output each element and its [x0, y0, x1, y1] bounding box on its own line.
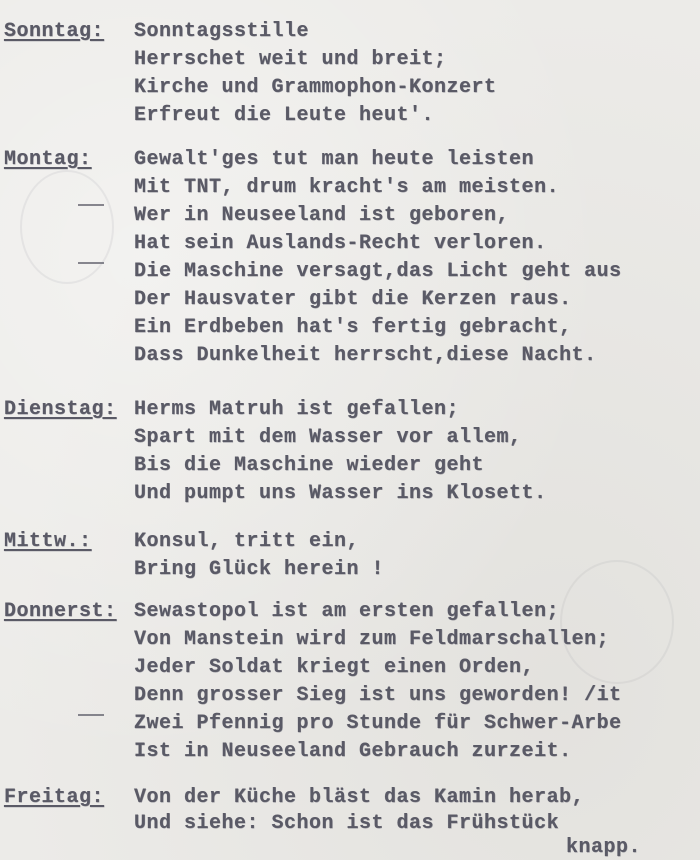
verse-line: Wer in Neuseeland ist geboren, [134, 204, 510, 227]
day-label-freitag: Freitag: [4, 786, 105, 809]
verse-line: Spart mit dem Wasser vor allem, [134, 426, 522, 449]
verse-line: Erfreut die Leute heut'. [134, 104, 435, 127]
verse-line: Dass Dunkelheit herrscht,diese Nacht. [134, 344, 597, 367]
day-label-mittwoch: Mittw.: [4, 530, 92, 553]
verse-line: Gewalt'ges tut man heute leisten [134, 148, 535, 171]
margin-dash [78, 262, 104, 264]
verse-line: Von Manstein wird zum Feldmarschallen; [134, 628, 610, 651]
verse-line: Und pumpt uns Wasser ins Klosett. [134, 482, 547, 505]
verse-line: Kirche und Grammophon-Konzert [134, 76, 497, 99]
verse-line: Sewastopol ist am ersten gefallen; [134, 600, 560, 623]
verse-line: Denn grosser Sieg ist uns geworden! /it [134, 684, 622, 707]
margin-dash [78, 204, 104, 206]
verse-line: Jeder Soldat kriegt einen Orden, [134, 656, 535, 679]
verse-line: Konsul, tritt ein, [134, 530, 360, 553]
verse-line: Von der Küche bläst das Kamin herab, [134, 786, 585, 809]
verse-line: knapp. [566, 836, 642, 859]
day-label-montag: Montag: [4, 148, 92, 171]
verse-line: Zwei Pfennig pro Stunde für Schwer-Arbe [134, 712, 622, 735]
verse-line: Ist in Neuseeland Gebrauch zurzeit. [134, 740, 572, 763]
verse-line: Herms Matruh ist gefallen; [134, 398, 460, 421]
verse-line: Hat sein Auslands-Recht verloren. [134, 232, 547, 255]
paper-stain [560, 560, 674, 684]
verse-line: Ein Erdbeben hat's fertig gebracht, [134, 316, 572, 339]
paper-stain [20, 170, 114, 284]
day-label-sonntag: Sonntag: [4, 20, 105, 43]
verse-line: Bring Glück herein ! [134, 558, 385, 581]
verse-line: Sonntagsstille [134, 20, 310, 43]
day-label-donnerstag: Donnerst: [4, 600, 117, 623]
day-label-dienstag: Dienstag: [4, 398, 117, 421]
margin-dash [78, 714, 104, 716]
verse-line: Herrschet weit und breit; [134, 48, 447, 71]
verse-line: Und siehe: Schon ist das Frühstück [134, 812, 560, 835]
verse-line: Die Maschine versagt,das Licht geht aus [134, 260, 622, 283]
verse-line: Bis die Maschine wieder geht [134, 454, 485, 477]
verse-line: Mit TNT, drum kracht's am meisten. [134, 176, 560, 199]
verse-line: Der Hausvater gibt die Kerzen raus. [134, 288, 572, 311]
